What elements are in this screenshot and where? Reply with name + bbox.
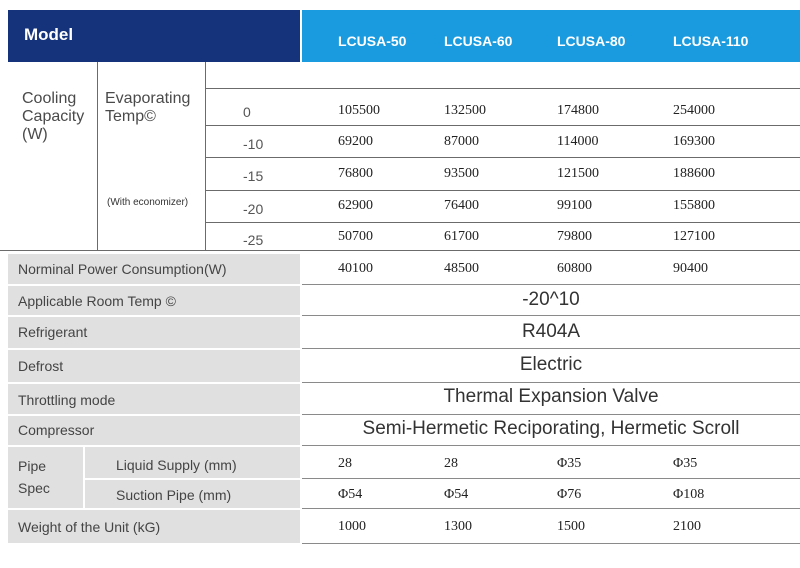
cooling-value: 188600 — [673, 166, 715, 181]
throttling-value: Thermal Expansion Valve — [443, 386, 659, 407]
economizer-note: (With economizer) — [107, 197, 189, 208]
cooling-value: 114000 — [557, 134, 599, 149]
room-temp-label: Applicable Room Temp © — [18, 293, 176, 309]
compressor-label: Compressor — [18, 422, 95, 438]
cooling-value: 155800 — [673, 198, 715, 213]
throttling-label: Throttling mode — [18, 392, 116, 408]
refrigerant-label: Refrigerant — [18, 324, 88, 340]
liquid-value: 28 — [444, 456, 458, 471]
row-line — [302, 543, 800, 544]
cooling-line-3 — [205, 190, 800, 191]
weight-value: 1000 — [338, 519, 366, 534]
cooling-label-line-2: Capacity — [22, 108, 85, 125]
model-col-2: LCUSA-60 — [444, 33, 513, 49]
cooling-bottom-line — [0, 250, 800, 251]
room-temp-value: -20^10 — [522, 289, 580, 310]
cooling-value: 127100 — [673, 229, 715, 244]
evap-temp-line-1: Evaporating — [105, 90, 191, 107]
weight-value: 1300 — [444, 519, 472, 534]
cooling-value: 61700 — [444, 229, 479, 244]
model-col-1: LCUSA-50 — [338, 33, 407, 49]
label-bg — [8, 447, 83, 508]
weight-label: Weight of the Unit (kG) — [18, 519, 161, 535]
cooling-value: 79800 — [557, 229, 592, 244]
pipe-label-1: Pipe — [18, 458, 47, 474]
suction-value: Φ54 — [338, 487, 363, 502]
suction-value: Φ54 — [444, 487, 469, 502]
defrost-value: Electric — [519, 354, 583, 375]
liquid-value: Φ35 — [673, 456, 698, 471]
cooling-value: 132500 — [444, 103, 486, 118]
cooling-value: 169300 — [673, 134, 715, 149]
suction-pipe-label: Suction Pipe (mm) — [116, 487, 232, 503]
compressor-value: Semi-Hermetic Reciporating, Hermetic Scroll — [362, 418, 740, 439]
temp-cell: 0 — [243, 104, 251, 120]
weight-value: 1500 — [557, 519, 585, 534]
header-title: Model — [24, 25, 74, 44]
row-line — [302, 508, 800, 509]
power-label: Norminal Power Consumption(W) — [18, 261, 227, 277]
evap-temp-label — [105, 90, 190, 126]
cooling-value: 99100 — [557, 198, 592, 213]
row-line — [302, 284, 800, 285]
cooling-value: 121500 — [557, 166, 599, 181]
temp-cell: -25 — [243, 232, 264, 248]
cooling-line-2 — [205, 157, 800, 158]
evap-temp-line-2: Temp© — [105, 108, 156, 125]
liquid-value: Φ35 — [557, 456, 582, 471]
cooling-value: 254000 — [673, 103, 715, 118]
liquid-value: 28 — [338, 456, 352, 471]
cooling-value: 87000 — [444, 134, 479, 149]
row-line — [302, 382, 800, 383]
cooling-value: 62900 — [338, 198, 373, 213]
row-line — [302, 414, 800, 415]
cooling-value: 69200 — [338, 134, 373, 149]
suction-value: Φ108 — [673, 487, 705, 502]
cooling-label-line-3: (W) — [22, 126, 48, 143]
cooling-value: 50700 — [338, 229, 373, 244]
temp-cell: -15 — [243, 168, 264, 184]
cooling-label-line-1: Cooling — [22, 90, 77, 107]
cooling-top-line — [205, 88, 800, 89]
row-line — [302, 478, 800, 479]
cooling-value: 174800 — [557, 103, 599, 118]
power-value: 48500 — [444, 261, 479, 276]
liquid-supply-label: Liquid Supply (mm) — [116, 457, 237, 473]
cooling-line-4 — [205, 222, 800, 223]
pipe-label-2: Spec — [18, 480, 50, 496]
defrost-label: Defrost — [18, 358, 64, 374]
cooling-value: 76400 — [444, 198, 479, 213]
row-line — [302, 315, 800, 316]
cooling-label — [22, 90, 84, 144]
cooling-divider-1 — [97, 62, 98, 250]
cooling-value: 105500 — [338, 103, 380, 118]
cooling-value: 93500 — [444, 166, 479, 181]
cooling-line-1 — [205, 125, 800, 126]
row-line — [302, 348, 800, 349]
power-value: 60800 — [557, 261, 592, 276]
weight-value: 2100 — [673, 519, 701, 534]
row-line — [302, 445, 800, 446]
model-col-3: LCUSA-80 — [557, 33, 626, 49]
cooling-value: 76800 — [338, 166, 373, 181]
suction-value: Φ76 — [557, 487, 582, 502]
refrigerant-value: R404A — [521, 321, 581, 342]
model-col-4: LCUSA-110 — [673, 33, 749, 49]
power-value: 90400 — [673, 261, 708, 276]
temp-cell: -20 — [243, 201, 264, 217]
temp-cell: -10 — [243, 136, 264, 152]
power-value: 40100 — [338, 261, 373, 276]
